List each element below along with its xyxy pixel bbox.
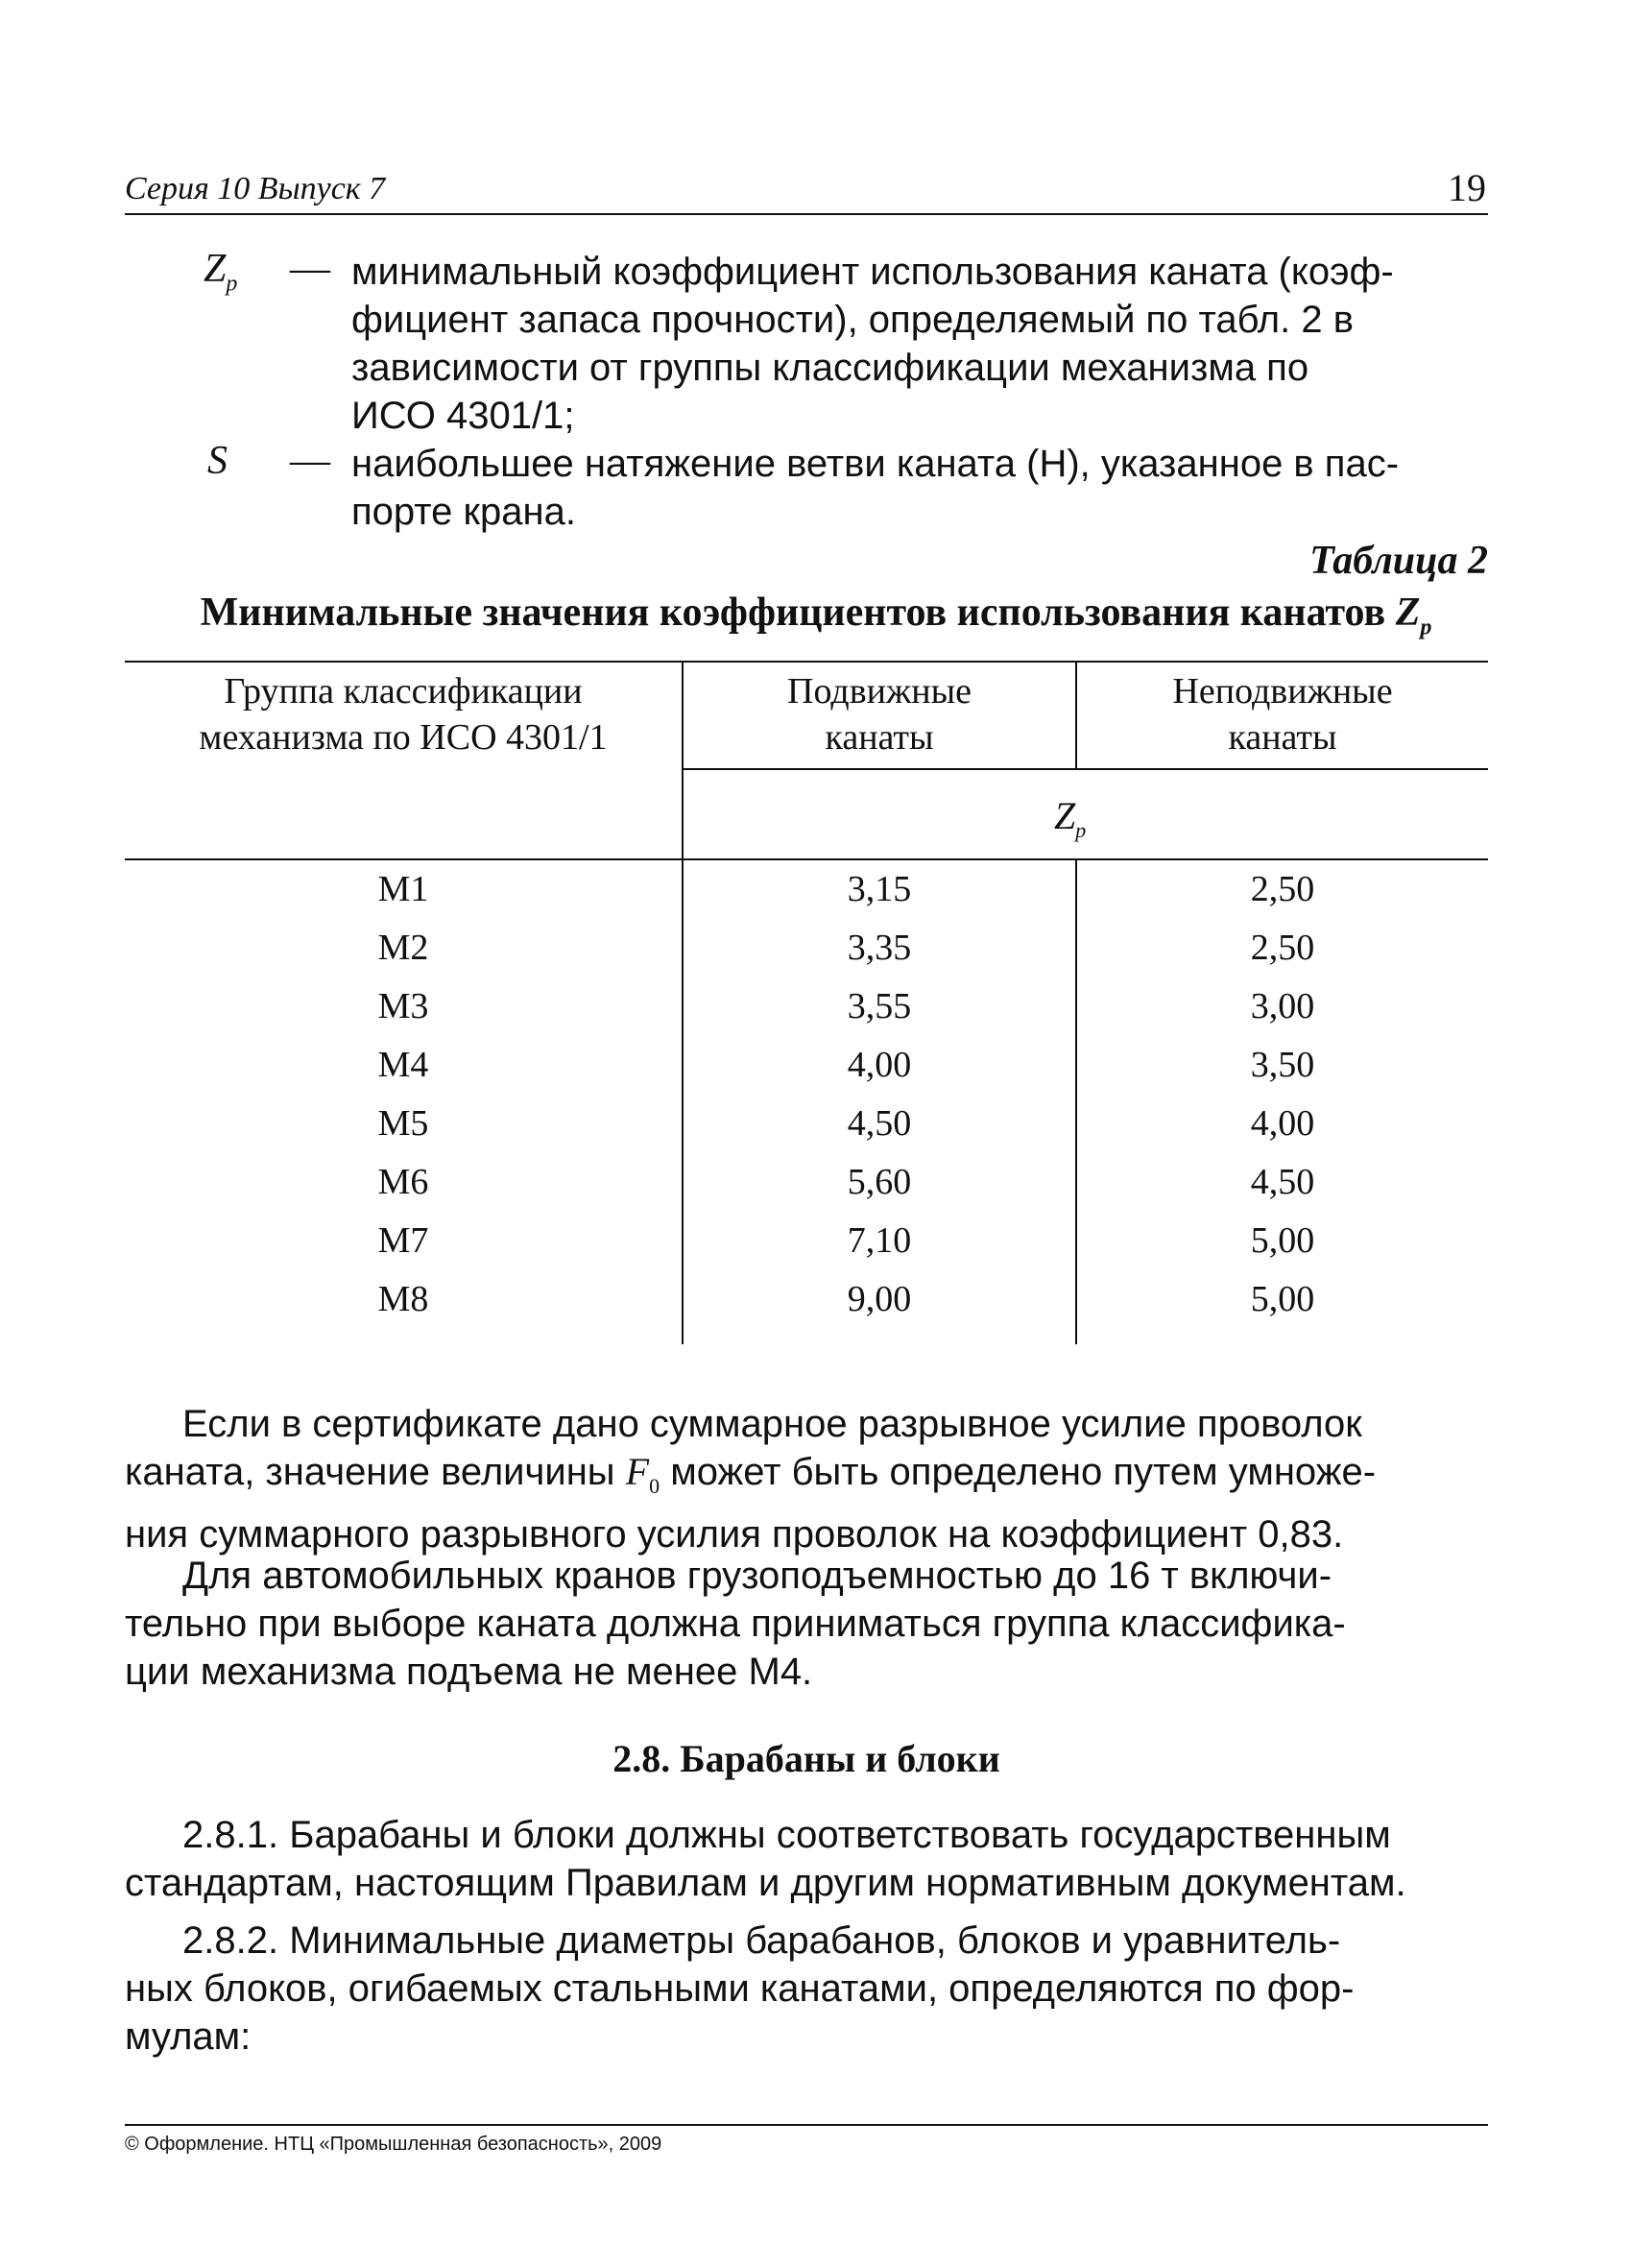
table-top-rule: [125, 661, 1488, 663]
footer-rule: [125, 2124, 1488, 2126]
cell-fixed: 3,00: [1250, 986, 1315, 1026]
definition-dash: —: [290, 247, 330, 291]
footer-copyright: © Оформление. НТЦ «Промышленная безопасность», 2009: [125, 2134, 662, 2155]
paragraph-2-8-1: 2.8.1. Барабаны и блоки должны соответствовать государственным стандартам, настоящим Правилам и другим нормативным документам.: [125, 1814, 1406, 1904]
cell-group: M6: [377, 1162, 429, 1202]
header-rule: [125, 213, 1488, 215]
cell-mobile: 4,50: [847, 1103, 912, 1144]
table-header-mobile: Подвижные канаты: [787, 671, 972, 758]
paragraph-certificate: Если в сертификате дано суммарное разрывное усилие проволок каната, значение величины $F_0$ может быть определено путем умноже- ния суммарного разрывного усилия проволок на коэффициент 0,83.: [125, 1403, 1377, 1556]
cell-group: M2: [377, 928, 429, 968]
cell-mobile: 3,55: [847, 986, 912, 1026]
cell-group: M5: [377, 1103, 429, 1144]
definition-dash: —: [290, 439, 330, 483]
running-head-series: Серия 10 Выпуск 7: [125, 171, 386, 206]
cell-mobile: 9,00: [847, 1279, 912, 1319]
cell-group: M3: [377, 986, 429, 1026]
cell-fixed: 2,50: [1250, 928, 1315, 968]
cell-mobile: 3,35: [847, 928, 912, 968]
table-header-fixed: Неподвижные канаты: [1172, 671, 1393, 758]
paragraph-auto-cranes: Для автомобильных кранов грузоподъемностью до 16 т включи- тельно при выборе каната должна приниматься группа классифика- ции механизма подъема не менее М4.: [125, 1555, 1346, 1693]
cell-mobile: 7,10: [847, 1220, 912, 1261]
symbol-f0: $F_0$: [625, 1450, 660, 1498]
table-subheader-zp: $Z_p$: [1054, 794, 1087, 842]
cell-group: M7: [377, 1220, 429, 1261]
cell-group: M8: [377, 1279, 429, 1319]
table-header-group: Группа классификации механизма по ИСО 4301/1: [199, 671, 608, 758]
paragraph-2-8-2: 2.8.2. Минимальные диаметры барабанов, блоков и уравнитель- ных блоков, огибаемых стальными канатами, определяются по фор- мулам:: [125, 1919, 1355, 2058]
cell-fixed: 4,00: [1250, 1103, 1315, 1144]
table-caption: Таблица 2: [1309, 539, 1488, 583]
cell-fixed: 4,50: [1250, 1162, 1315, 1202]
cell-fixed: 5,00: [1250, 1279, 1315, 1319]
cell-fixed: 2,50: [1250, 869, 1315, 909]
definition-text-zp: минимальный коэффициент использования каната (коэф- фициент запаса прочности), определяемый по табл. 2 в зависимости от группы классификации механизма по ИСО 4301/1;: [351, 251, 1394, 437]
cell-fixed: 5,00: [1250, 1220, 1315, 1261]
cell-mobile: 5,60: [847, 1162, 912, 1202]
table-title: Минимальные значения коэффициентов использования канатов $Z_p$: [200, 591, 1432, 640]
cell-mobile: 3,15: [847, 869, 912, 909]
definition-symbol-s: S: [207, 439, 228, 483]
definition-text-s: наибольшее натяжение ветви каната (Н), указанное в пас- порте крана.: [351, 443, 1400, 533]
cell-group: M1: [377, 869, 429, 909]
table-header-bottom-rule: [125, 858, 1488, 860]
table-subheader-rule: [684, 768, 1488, 770]
cell-fixed: 3,50: [1250, 1045, 1315, 1085]
cell-mobile: 4,00: [847, 1045, 912, 1085]
definition-symbol-zp: $Z_p$: [204, 247, 238, 297]
cell-group: M4: [377, 1045, 429, 1085]
page-number: 19: [1448, 166, 1486, 209]
section-heading: 2.8. Барабаны и блоки: [612, 1737, 1000, 1780]
